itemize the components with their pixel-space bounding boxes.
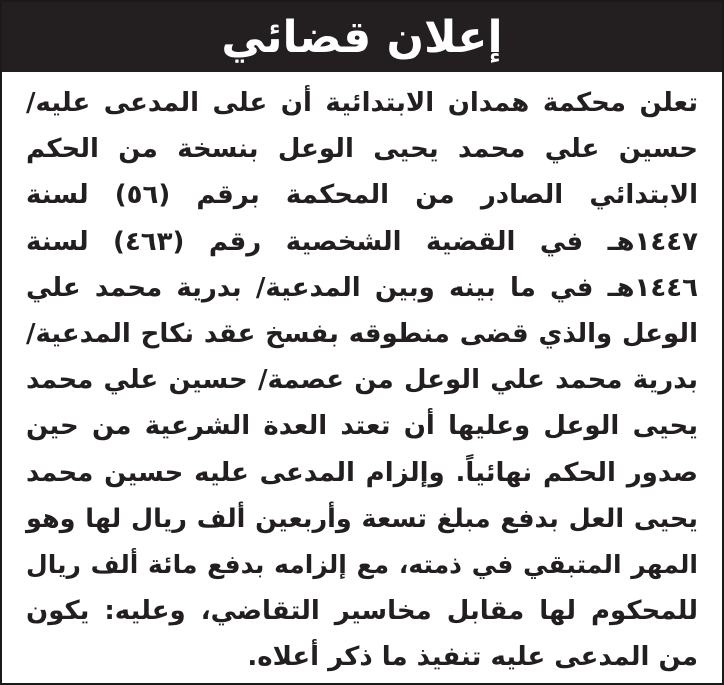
- notice-line: من المدعى عليه تنفيذ ما ذكر أعلاه.: [247, 642, 698, 673]
- notice-line: للمحكوم لها مقابل مخاسير التقاضي، وعليه: يكون: [26, 596, 698, 627]
- notice-line: يحيى الوعل وعليها أن تعتد العدة الشرعية من حين: [26, 411, 698, 442]
- notice-line: ١٤٤٧هـ في القضية الشخصية رقم (٤٦٣) لسنة: [26, 226, 698, 257]
- notice-line: بدرية محمد علي الوعل من عصمة/ حسين علي محمد: [26, 365, 698, 396]
- notice-body: [26, 80, 698, 680]
- notice-line: الابتدائي الصادر من المحكمة برقم (٥٦) لسنة: [26, 180, 698, 211]
- notice-line: حسين علي محمد يحيى الوعل بنسخة من الحكم: [26, 134, 698, 165]
- notice-line: ١٤٤٦هـ في ما بينه وبين المدعية/ بدرية محمد علي: [26, 272, 698, 303]
- notice-line: صدور الحكم نهائياً. وإلزام المدعى عليه حسين محمد: [26, 457, 698, 488]
- notice-line: يحيى العل بدفع مبلغ تسعة وأربعين ألف ريال لها وهو: [26, 503, 698, 534]
- notice-title: إعلان قضائي: [221, 11, 503, 63]
- notice-line: الوعل والذي قضى منطوقه بفسخ عقد نكاح المدعية/: [26, 318, 698, 349]
- notice-line: المهر المتبقي في ذمته، مع إلزامه بدفع مائة ألف ريال: [26, 549, 698, 579]
- notice-header: [2, 2, 722, 72]
- notice-line: تعلن محكمة همدان الابتدائية أن على المدعى عليه/: [26, 88, 698, 118]
